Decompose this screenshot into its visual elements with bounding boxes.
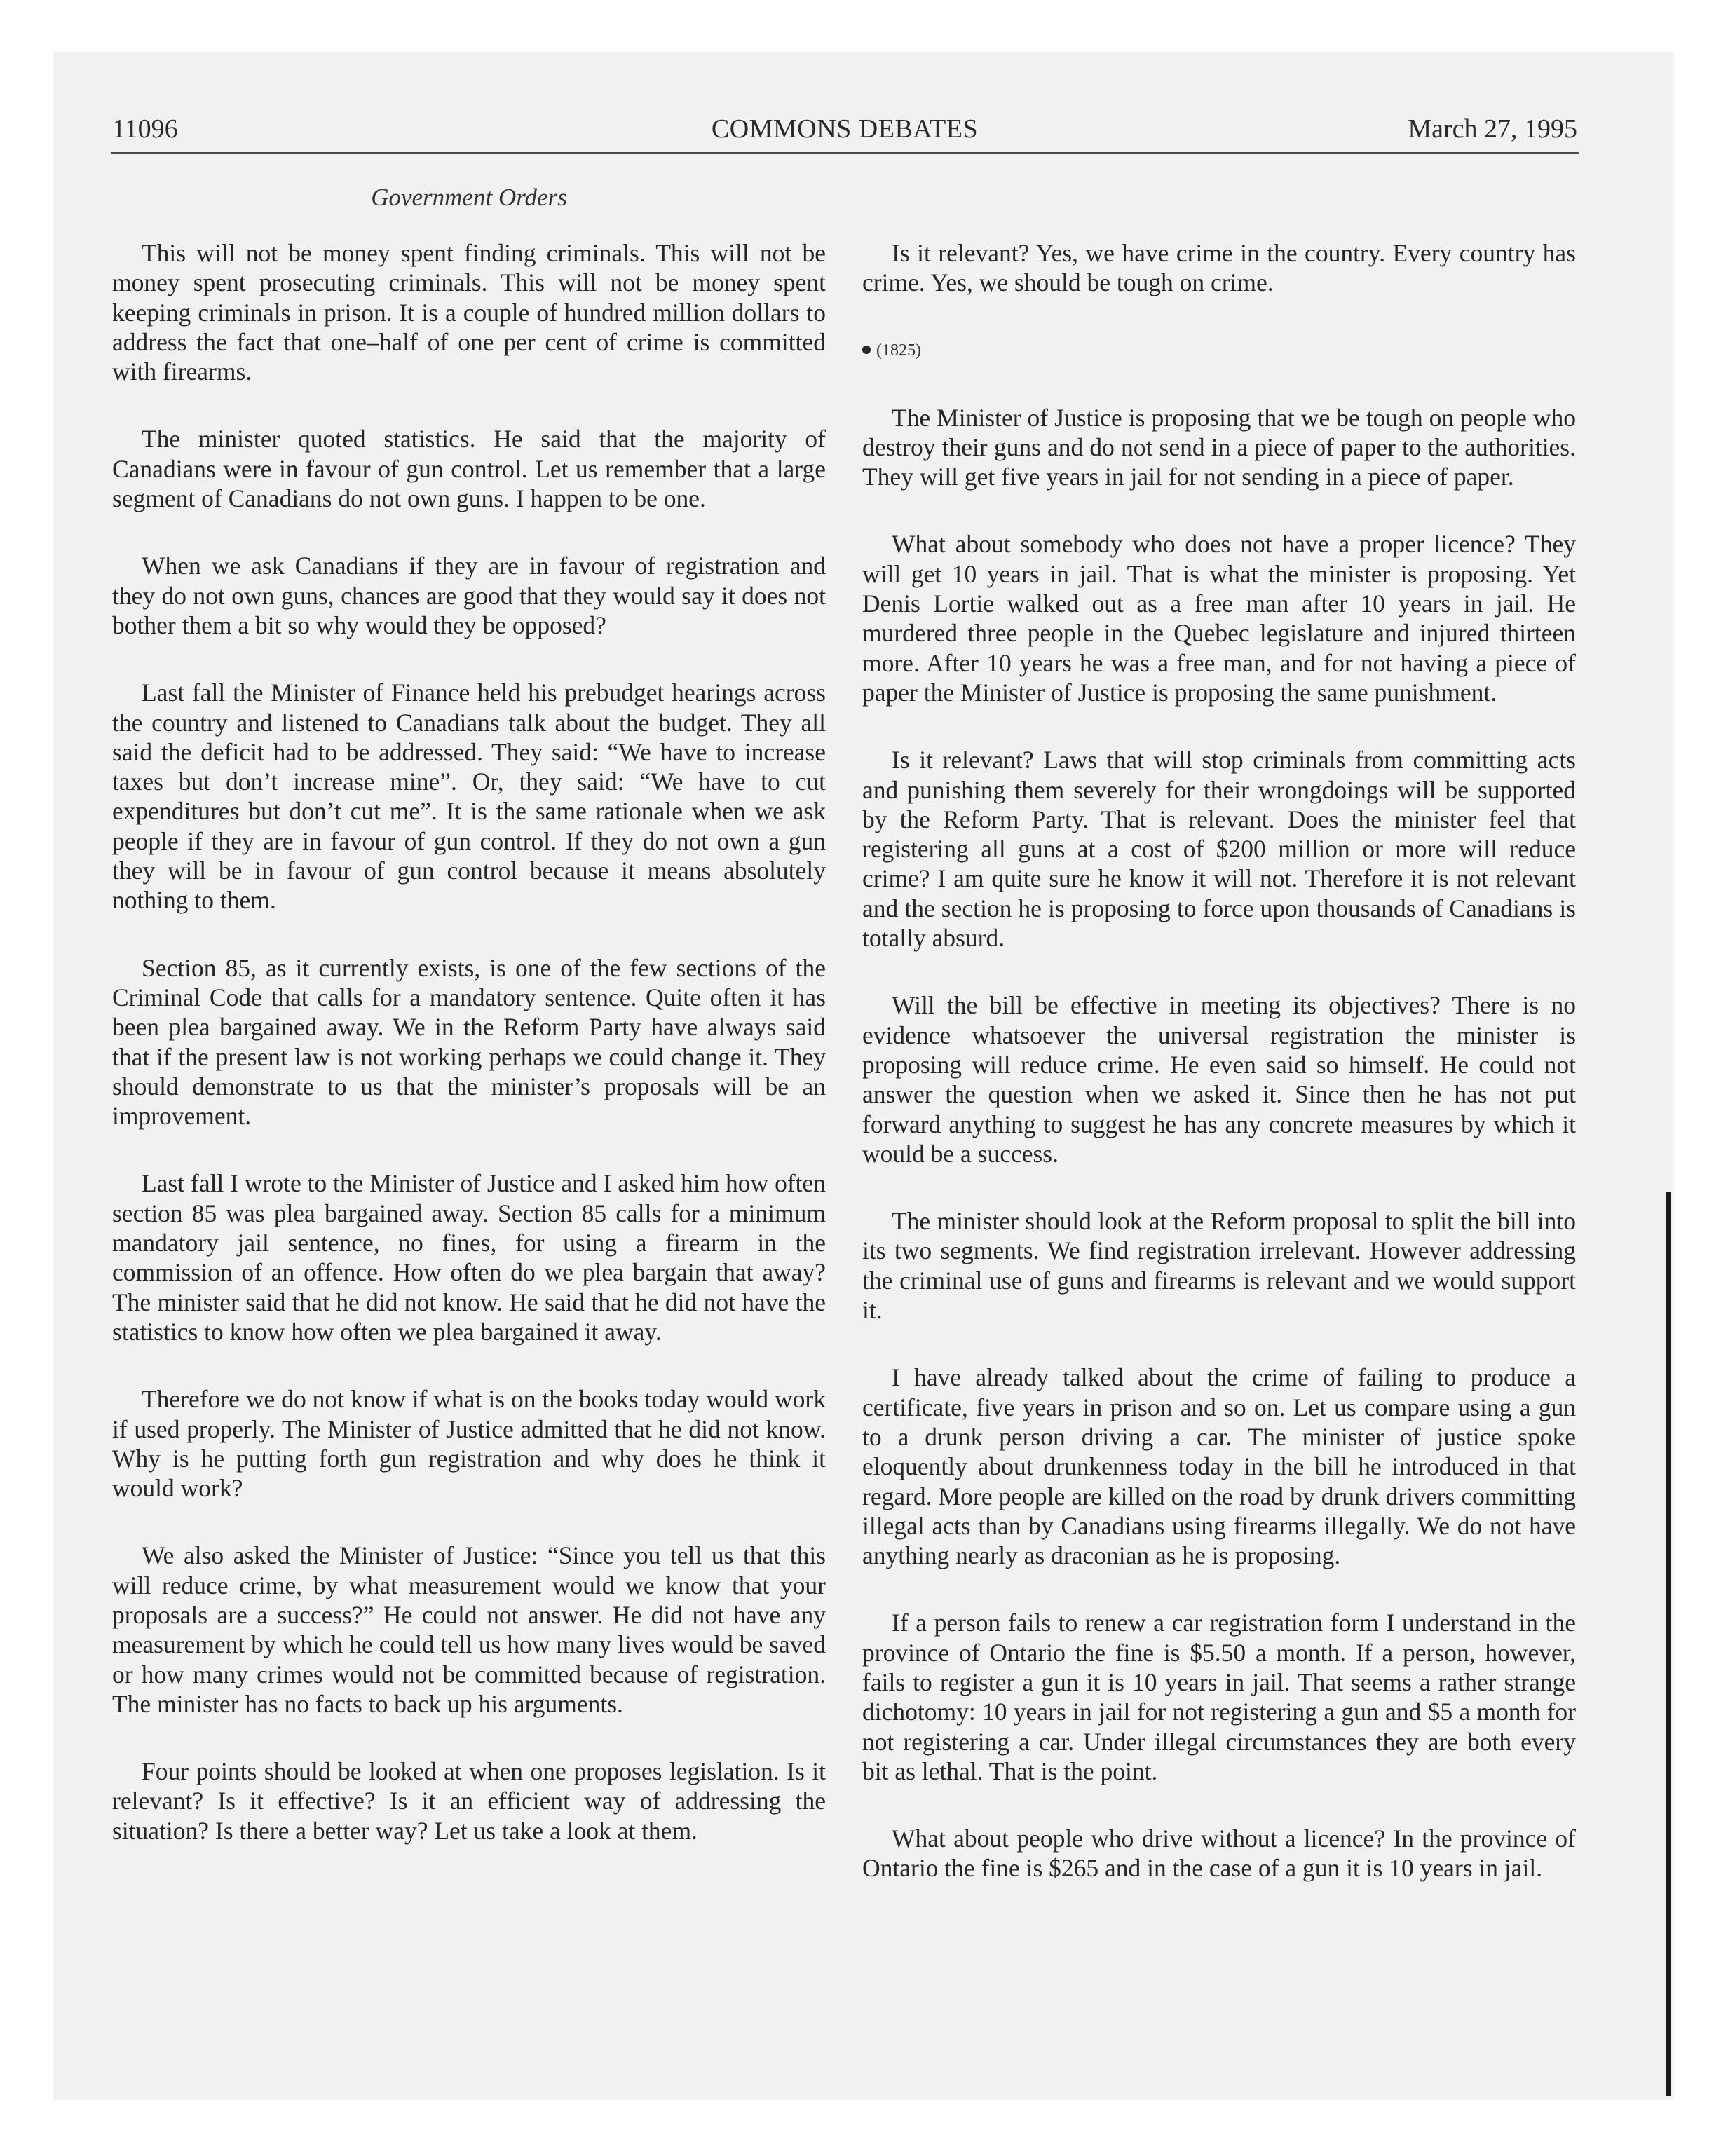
paragraph: Four points should be looked at when one proposes legislation. Is it relevant? Is it effective? Is it an efficient way of addressing the situation? Is there a better way? Let us take a look at them. [112, 1757, 826, 1845]
paragraph: Section 85, as it currently exists, is one of the few sections of the Criminal Code that calls for a mandatory sentence. Quite often it has been plea bargained away. We in the Reform Party have always said that if the present law is not working perhaps we could change it. They should demonstrate to us that the minister’s proposals will be an improvement. [112, 953, 826, 1131]
paragraph: Therefore we do not know if what is on the books today would work if used properly. The Minister of Justice admitted that he did not know. Why is he putting forth gun registration and why does he think it would work? [112, 1385, 826, 1503]
paragraph: Last fall I wrote to the Minister of Justice and I asked him how often section 85 was plea bargained away. Section 85 calls for a minimum mandatory jail sentence, no fines, for using a firearm in the commission of an offence. How often do we plea bargain that away? The minister said that he did not know. He said that he did not have the statistics to know how often we plea bargained it away. [112, 1169, 826, 1346]
paragraph: If a person fails to renew a car registration form I understand in the province of Ontario the fine is $5.50 a month. If a person, however, fails to register a gun it is 10 years in jail. That seems a rather strange dichotomy: 10 years in jail for not registering a gun and $5 a month for not registering a car. Under illegal circumstances they are both every bit as lethal. That is the point. [862, 1609, 1576, 1785]
paragraph: The Minister of Justice is proposing that we be tough on people who destroy their guns and do not send in a piece of paper to the authorities. They will get five years in jail for not sending in a piece of paper. [862, 403, 1576, 491]
page-number: 11096 [112, 114, 178, 144]
paragraph: What about people who drive without a licence? In the province of Ontario the fine is $265 and in the case of a gun it is 10 years in jail. [862, 1824, 1576, 1883]
paragraph: Is it relevant? Yes, we have crime in the country. Every country has crime. Yes, we should be tough on crime. [862, 239, 1576, 297]
header-rule [111, 152, 1579, 154]
scan-edge-bar [1666, 1192, 1671, 2096]
paragraph: Last fall the Minister of Finance held his prebudget hearings across the country and listened to Canadians talk about the budget. They all said the deficit had to be addressed. They said: “We have to increase taxes but don’t increase mine”. Or, they said: “We have to cut expenditures but don’t cut me”. It is the same rationale when we ask people if they are in favour of gun control. If they do not own a gun they will be in favour of gun control because it means absolutely nothing to them. [112, 678, 826, 915]
paragraph: We also asked the Minister of Justice: “Since you tell us that this will reduce crime, by what measurement would we know that your proposals are a success?” He could not answer. He did not have any measurement by which he could tell us how many lives would be saved or how many crimes would not be committed because of registration. The minister has no facts to back up his arguments. [112, 1541, 826, 1718]
bullet-icon [862, 346, 871, 354]
timestamp-text: (1825) [876, 341, 921, 360]
paragraph: Is it relevant? Laws that will stop criminals from committing acts and punishing them severely for their wrongdoings will be supported by the Reform Party. That is relevant. Does the minister feel that registering all guns at a cost of $200 million or more will reduce crime? I am quite sure he know it will not. Therefore it is not relevant and the section he is proposing to force upon thousands of Canadians is totally absurd. [862, 746, 1576, 953]
paragraph: What about somebody who does not have a proper licence? They will get 10 years in jail. That is what the minister is proposing. Yet Denis Lortie walked out as a free man after 10 years in jail. He murdered three people in the Quebec legislature and injured thirteen more. After 10 years he was a free man, and for not having a piece of paper the Minister of Justice is proposing the same punishment. [862, 530, 1576, 707]
paragraph: I have already talked about the crime of failing to produce a certificate, five years in prison and so on. Let us compare using a gun to a drunk person driving a car. The minister of justice spoke eloquently about drunkenness today in the bill he introduced in that regard. More people are killed on the road by drunk drivers committing illegal acts than by Canadians using firearms illegally. We do not have anything nearly as draconian as he is proposing. [862, 1363, 1576, 1570]
paragraph: The minister should look at the Reform proposal to split the bill into its two segments. We find registration irrelevant. However addressing the criminal use of guns and firearms is relevant and we would support it. [862, 1207, 1576, 1325]
paragraph: The minister quoted statistics. He said that the majority of Canadians were in favour of gun control. Let us remember that a large segment of Canadians do not own guns. I happen to be one. [112, 425, 826, 513]
left-column [112, 238, 826, 1883]
right-column [862, 238, 1576, 1921]
timestamp-marker [862, 336, 1576, 365]
publication-date: March 27, 1995 [1408, 114, 1577, 144]
page-header [112, 114, 1577, 153]
journal-title: COMMONS DEBATES [711, 114, 979, 144]
paragraph: This will not be money spent finding criminals. This will not be money spent prosecuting criminals. This will not be money spent keeping criminals in prison. It is a couple of hundred million dollars to address the fact that one–half of one per cent of crime is committed with firearms. [112, 239, 826, 386]
section-title: Government Orders [371, 184, 567, 211]
paragraph: Will the bill be effective in meeting its objectives? There is no evidence whatsoever the universal registration the minister is proposing will reduce crime. He even said so himself. He could not answer the question when we asked it. Since then he has not put forward anything to suggest he has any concrete measures by which it would be a success. [862, 991, 1576, 1168]
paragraph: When we ask Canadians if they are in favour of registration and they do not own guns, chances are good that they would say it does not bother them a bit so why would they be opposed? [112, 552, 826, 639]
